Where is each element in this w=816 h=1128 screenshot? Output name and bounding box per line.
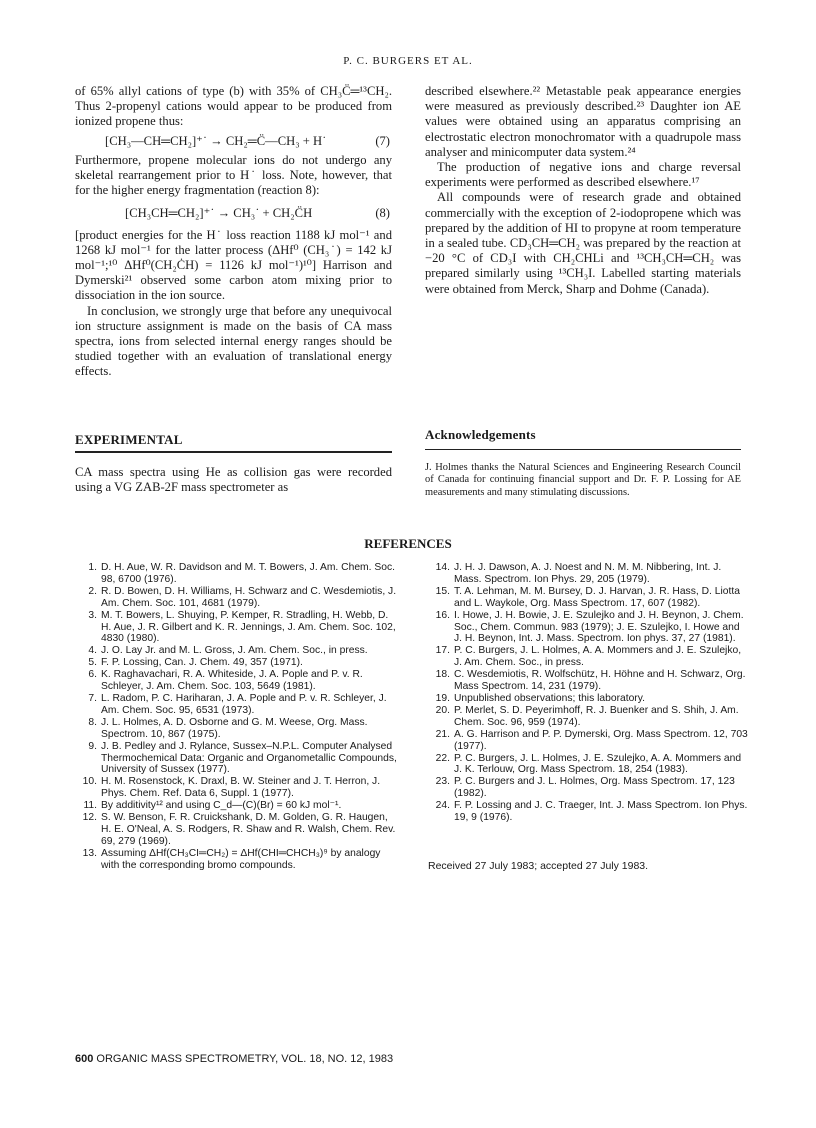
reference-number: 5. <box>88 657 97 669</box>
reference-number: 6. <box>88 669 97 681</box>
reference-number: 18. <box>435 669 450 681</box>
reference-text: Unpublished observations; this laboratory. <box>454 692 645 704</box>
reference-text: J. B. Pedley and J. Rylance, Sussex–N.P.L. Computer Analysed Thermochemical Data: Organic and Organometallic Compounds, University of Sussex (1977). <box>101 740 397 776</box>
reference-item <box>75 669 397 693</box>
reference-number: 14. <box>435 562 450 573</box>
reference-item <box>428 776 748 800</box>
reference-item <box>75 610 397 646</box>
reference-item <box>428 705 748 729</box>
paragraph: [product energies for the H˙ loss reaction 1188 kJ mol⁻¹ and 1268 kJ mol⁻¹ for the latter process (ΔHf⁰ (CH₃˙) = 142 kJ mol⁻¹;¹⁰ ΔHf⁰(CH₂ĊH) = 1126 kJ mol⁻¹)¹⁰] Harrison and Dymerski²¹ observed some carbon atom mixing prior to dissociation in the ion source. <box>75 227 392 303</box>
reference-number: 15. <box>435 585 450 597</box>
reference-text: F. P. Lossing and J. C. Traeger, Int. J. Mass Spectrom. Ion Phys. 19, 9 (1976). <box>454 800 748 824</box>
paragraph: described elsewhere.²² Metastable peak appearance energies were measured as previously described.²³ Daughter ion AE values were obtained using an apparatus comprising an electrostatic electron monochromator with a quadrupole mass analyser and minicomputer data system.²⁴ <box>425 84 741 159</box>
paragraph: In conclusion, we strongly urge that before any unequivocal ion structure assignment is made on the basis of CA mass spectra, ions from selected internal energy ranges should be studied together with an evaluation of translational energy effects. <box>75 303 392 379</box>
section-rule <box>75 451 392 453</box>
reference-item <box>75 812 397 848</box>
reference-number: 2. <box>88 585 97 597</box>
reference-text: P. C. Burgers, J. L. Holmes, A. A. Mommers and J. E. Szulejko, J. Am. Chem. Soc., in press. <box>454 645 742 669</box>
reference-number: 20. <box>435 704 450 716</box>
reference-text: J. O. Lay Jr. and M. L. Gross, J. Am. Chem. Soc., in press. <box>101 645 368 657</box>
reference-text: P. Merlet, S. D. Peyerimhoff, R. J. Buenker and S. Shih, J. Am. Chem. Soc. 96, 959 (1974). <box>454 704 739 728</box>
page-footer <box>75 1053 393 1065</box>
reference-number: 22. <box>435 752 450 764</box>
reference-text: I. Howe, J. H. Bowie, J. E. Szulejko and J. H. Beynon, J. Chem. Soc., Chem. Commun. 983 (1979); J. E. Szulejko, I. Howe and J. H. Beynon, Int. J. Mass. Spectrom. Ion phys. 37, 27 (1981). <box>454 609 744 645</box>
references-right <box>428 562 748 824</box>
reference-number: 8. <box>88 716 97 728</box>
reference-number: 19. <box>435 692 450 704</box>
reference-number: 9. <box>88 740 97 752</box>
reference-item <box>75 800 397 812</box>
reference-item <box>75 645 397 657</box>
reference-item <box>428 562 748 586</box>
reference-item <box>428 753 748 777</box>
equation-7 <box>75 134 392 149</box>
reference-number: 7. <box>88 692 97 704</box>
reference-item <box>75 776 397 800</box>
reference-item <box>428 693 748 705</box>
reference-number: 23. <box>435 776 450 788</box>
reference-number: 4. <box>88 645 97 657</box>
reference-text: Assuming ΔHf(CH₃CI═CH₂) = ΔHf(CHI═CHCH₃)⁹ by analogy with the corresponding bromo compounds. <box>101 847 381 871</box>
section-title: EXPERIMENTAL <box>75 432 183 447</box>
journal-info: ORGANIC MASS SPECTROMETRY, VOL. 18, NO. 12, 1983 <box>96 1053 394 1065</box>
reference-number: 1. <box>88 562 97 573</box>
paragraph: J. Holmes thanks the Natural Sciences and Engineering Research Council of Canada for continuing financial support and Dr. F. P. Lossing for AE measurements and many stimulating discussions. <box>425 462 741 498</box>
equation-formula: [CH₃CH═CH₂]⁺˙ → CH₃˙ + CH₂C̈H <box>125 206 313 221</box>
equation-formula: [CH₃—CH═CH₂]⁺˙ → CH₂═C̈—CH₃ + H˙ <box>105 133 327 148</box>
reference-item <box>75 741 397 777</box>
reference-number: 12. <box>82 812 97 824</box>
reference-number: 13. <box>82 847 97 859</box>
reference-number: 16. <box>435 609 450 621</box>
reference-number: 21. <box>435 728 450 740</box>
reference-item <box>75 586 397 610</box>
section-title: Acknowledgements <box>425 427 536 442</box>
reference-number: 11. <box>83 800 97 812</box>
references-left <box>75 562 397 872</box>
reference-text: C. Wesdemiotis, R. Wolfschütz, H. Höhne and H. Schwarz, Org. Mass Spectrom. 14, 231 (1979). <box>454 669 746 693</box>
reference-text: L. Radom, P. C. Hariharan, J. A. Pople and P. v. R. Schleyer, J. Am. Chem. Soc. 95, 6531 (1973). <box>101 692 387 716</box>
reference-number: 10. <box>82 776 97 788</box>
reference-text: K. Raghavachari, R. A. Whiteside, J. A. Pople and P. v. R. Schleyer, J. Am. Chem. Soc. 103, 5649 (1981). <box>101 669 363 693</box>
reference-item <box>428 729 748 753</box>
reference-text: P. C. Burgers and J. L. Holmes, Org. Mass Spectrom. 17, 123 (1982). <box>454 776 735 800</box>
reference-text: M. T. Bowers, L. Shuying, P. Kemper, R. Stradling, H. Webb, D. H. Aue, J. R. Gilbert and K. R. Jennings, J. Am. Chem. Soc. 102, 4830 (1980). <box>101 609 396 645</box>
reference-text: J. H. J. Dawson, A. J. Noest and N. M. M. Nibbering, Int. J. Mass. Spectrom. Ion Phys. 29, 205 (1979). <box>454 562 722 585</box>
reference-text: P. C. Burgers, J. L. Holmes, J. E. Szulejko, A. A. Mommers and J. K. Terlouw, Org. Mass Spectrom. 18, 254 (1983). <box>454 752 742 776</box>
reference-number: 24. <box>435 800 450 812</box>
reference-text: R. D. Bowen, D. H. Williams, H. Schwarz and C. Wesdemiotis, J. Am. Chem. Soc. 101, 4681 (1979). <box>101 585 397 609</box>
reference-text: T. A. Lehman, M. M. Bursey, D. J. Harvan, J. R. Hass, D. Liotta and L. Waykole, Org. Mass Spectrom. 17, 607 (1982). <box>454 585 740 609</box>
reference-text: S. W. Benson, F. R. Cruickshank, D. M. Golden, G. R. Haugen, H. E. O'Neal, A. S. Rodgers, R. Shaw and R. Walsh, Chem. Rev. 69, 279 (1969). <box>101 812 396 847</box>
paragraph: of 65% allyl cations of type (b) with 35% of CH₃C̈═¹³CH₂. Thus 2-propenyl cations would appear to be produced from ionized propene thus: <box>75 84 392 129</box>
right-column <box>425 84 741 297</box>
received-date: Received 27 July 1983; accepted 27 July 1983. <box>428 860 649 872</box>
running-header: P. C. BURGERS ET AL. <box>343 55 473 67</box>
reference-item <box>428 800 748 824</box>
reference-number: 17. <box>435 645 450 657</box>
references-title: REFERENCES <box>364 536 452 551</box>
equation-number: (7) <box>375 133 390 148</box>
reference-number: 3. <box>88 609 97 621</box>
equation-number: (8) <box>375 206 390 221</box>
reference-item <box>75 562 397 586</box>
reference-text: By additivity¹² and using C_d—(C)(Br) = 60 kJ mol⁻¹. <box>101 800 342 812</box>
reference-item <box>428 610 748 646</box>
acknowledgements-section <box>425 427 741 499</box>
reference-text: F. P. Lossing, Can. J. Chem. 49, 357 (1971). <box>101 657 303 669</box>
reference-item <box>75 848 397 872</box>
reference-text: D. H. Aue, W. R. Davidson and M. T. Bowers, J. Am. Chem. Soc. 98, 6700 (1976). <box>101 562 395 585</box>
reference-text: J. L. Holmes, A. D. Osborne and G. M. Weese, Org. Mass. Spectrom. 10, 867 (1975). <box>101 716 368 740</box>
reference-item <box>428 586 748 610</box>
paragraph: All compounds were of research grade and obtained commercially with the exception of 2-iodopropene which was prepared by the addition of HI to propyne at room temperature in a sealed tube. CD₃CH═CH₂ was prepared by the reaction at −20 °C of CD₃I with CH₂CHLi and ¹³CH₃CH═CH₂ was prepared similarly using ¹³CH₃I. Labelled starting materials were obtained from Merck, Sharp and Dohme (Canada). <box>425 190 741 296</box>
left-column <box>75 84 392 380</box>
section-rule <box>425 449 741 450</box>
experimental-section <box>75 432 392 508</box>
reference-text: H. M. Rosenstock, K. Draxl, B. W. Steiner and J. T. Herron, J. Phys. Chem. Ref. Data 6, Suppl. 1 (1977). <box>101 776 381 800</box>
reference-item <box>75 657 397 669</box>
reference-item <box>428 669 748 693</box>
page-number: 600 <box>75 1053 94 1065</box>
paragraph: CA mass spectra using He as collision gas were recorded using a VG ZAB-2F mass spectrometer as <box>75 465 392 495</box>
paragraph: Furthermore, propene molecular ions do not undergo any skeletal rearrangement prior to H˙ loss. Note, however, that for the higher energy fragmentation (reaction 8): <box>75 152 392 198</box>
reference-item <box>75 717 397 741</box>
reference-text: A. G. Harrison and P. P. Dymerski, Org. Mass Spectrom. 12, 703 (1977). <box>454 728 748 752</box>
reference-item <box>428 645 748 669</box>
reference-item <box>75 693 397 717</box>
paragraph: The production of negative ions and charge reversal experiments were performed as described elsewhere.¹⁷ <box>425 160 741 190</box>
equation-8 <box>75 206 392 221</box>
